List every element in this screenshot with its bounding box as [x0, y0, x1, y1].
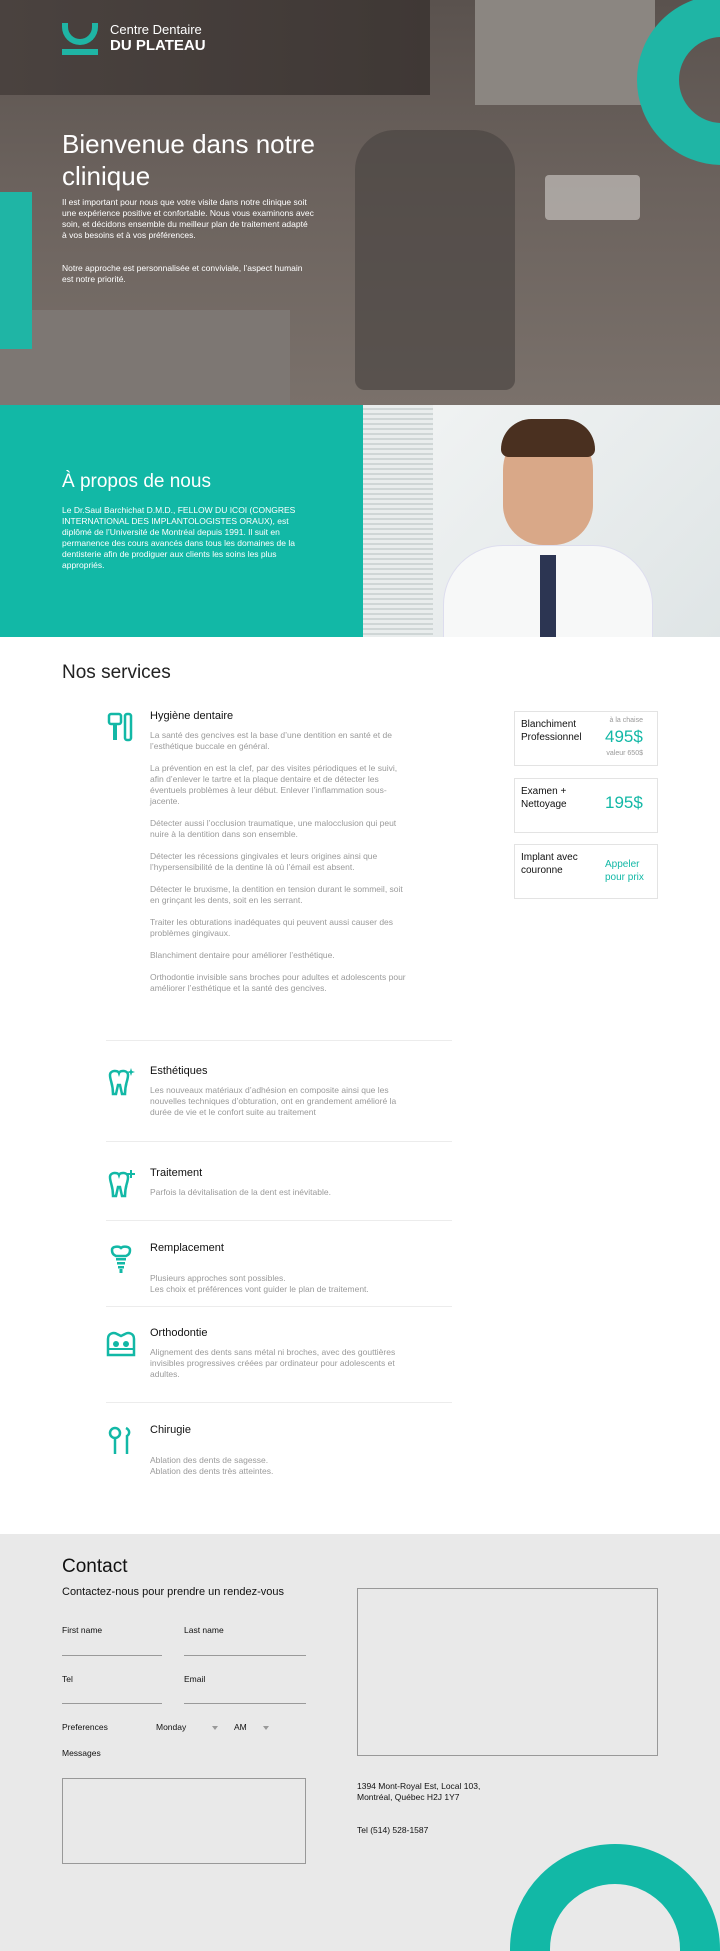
divider	[106, 1402, 452, 1403]
service-description: La santé des gencives est la base d’une dentition en santé et de l’esthétique buccale en général. La prévention en est la clef, par des visites périodiques et le suivi, afin d’enlever le tartre et la plaque dentaire et de détecter les éventuels problèmes à leur début. Enlever l’inflammation sous-jacente. Détecter aussi l’occlusion traumatique, une malocclusion qui peut nuire à la dentition dans son ensemble. Détecter les récessions gingivales et leurs origines ainsi que l’hypersensibilité de la dentine là où l’émail est absent. Détecter le bruxisme, la dentition en tension durant le sommeil, soit en grinçant les dents, soit en les serrant. Traiter les obturations inadéquates qui peuvent aussi causer des problèmes gingivaux. Blanchiment dentaire pour améliorer l’esthétique. Orthodontie invisible sans broches pour adultes et adolescents pour améliorer l’esthétique et la santé des gencives.	[150, 730, 406, 993]
contact-subtitle: Contactez-nous pour prendre un rendez-vous	[62, 1586, 284, 1598]
service-title: Remplacement	[150, 1242, 224, 1254]
price-name: Examen + Nettoyage	[521, 786, 567, 810]
about-title: À propos de nous	[62, 471, 211, 492]
divider	[106, 1220, 452, 1221]
service-title: Esthétiques	[150, 1065, 208, 1077]
service-description: Parfois la dévitalisation de la dent est inévitable.	[150, 1187, 331, 1197]
hero-section	[0, 0, 720, 405]
about-section	[0, 405, 720, 637]
service-title: Chirugie	[150, 1424, 191, 1436]
price-name: Implant avec couronne	[521, 852, 578, 876]
hero-photo-counter	[0, 310, 290, 405]
price-note: valeur 650$	[606, 750, 643, 757]
dentist-photo	[363, 405, 720, 637]
service-title: Traitement	[150, 1167, 203, 1179]
service-description: Les nouveaux matériaux d’adhésion en composite ainsi que les nouvelles techniques d’obturation, ont en grandement amélioré la durée de vie et le confort suite au traitement	[150, 1085, 397, 1117]
services-title: Nos services	[62, 662, 171, 683]
price-card-implant	[514, 844, 658, 899]
chevron-down-icon[interactable]	[212, 1726, 218, 1730]
implant-icon	[106, 1244, 136, 1274]
hero-photo-window	[475, 0, 655, 105]
hero-photo-dental-chair	[355, 130, 515, 390]
call-for-price-link[interactable]: Appeler pour prix	[605, 859, 644, 883]
toothbrush-icon	[106, 712, 136, 742]
dental-tools-icon	[106, 1426, 136, 1456]
divider	[106, 1040, 452, 1041]
service-description: Plusieurs approches sont possibles. Les choix et préférences vont guider le plan de traitement.	[150, 1273, 369, 1294]
last-name-label: Last name	[184, 1625, 224, 1635]
service-title: Hygiène dentaire	[150, 710, 234, 722]
email-field[interactable]	[184, 1703, 306, 1704]
contact-title: Contact	[62, 1556, 128, 1577]
logo-line1: Centre Dentaire	[110, 22, 202, 37]
price-amount: 495$	[605, 727, 643, 746]
price-card-examen	[514, 778, 658, 833]
logo-line2: DU PLATEAU	[110, 37, 206, 54]
service-description: Ablation des dents de sagesse. Ablation des dents très atteintes.	[150, 1455, 274, 1476]
about-text: Le Dr.Saul Barchichat D.M.D., FELLOW DU ICOI (CONGRES INTERNATIONAL DES IMPLANTOLOGISTES ORAUX), est diplômé de l’Université de Montréal depuis 1991. Il suit en permanence des cours avancés dans tous les domaines de la dentisterie afin de prodiguer aux clients les soins les plus appropriés.	[62, 505, 296, 570]
email-label: Email	[184, 1674, 206, 1684]
preferences-label: Preferences	[62, 1722, 108, 1732]
braces-icon	[106, 1329, 136, 1359]
price-card-blanchiment	[514, 711, 658, 766]
tel-label: Tel	[62, 1674, 73, 1684]
sparkle-tooth-icon	[106, 1067, 136, 1097]
price-prefix: à la chaise	[609, 717, 643, 724]
phone-number[interactable]: Tel (514) 528-1587	[357, 1825, 429, 1835]
logo-icon	[62, 23, 98, 55]
price-amount: 195$	[605, 793, 643, 812]
tooth-plus-icon	[106, 1169, 136, 1199]
contact-section	[0, 1534, 720, 1951]
last-name-field[interactable]	[184, 1655, 306, 1656]
service-description: Alignement des dents sans métal ni broches, avec des gouttières invisibles progressives créées par ordinateur pour adolescents et adultes.	[150, 1347, 396, 1379]
hero-title: Bienvenue dans notre clinique	[62, 129, 315, 191]
tel-field[interactable]	[62, 1703, 162, 1704]
service-title: Orthodontie	[150, 1327, 208, 1339]
hero-paragraph-1: Il est important pour nous que votre visite dans notre clinique soit une expérience positive et confortable. Nous vous examinons avec soin, et décidons ensemble du meilleur plan de traitement adapté à vos besoins et à vos préférences.	[62, 197, 314, 240]
logo[interactable]	[62, 22, 206, 55]
hero-photo-tray	[545, 175, 640, 220]
day-select[interactable]: Monday	[156, 1722, 187, 1732]
first-name-field[interactable]	[62, 1655, 162, 1656]
map[interactable]	[357, 1588, 658, 1756]
address: 1394 Mont-Royal Est, Local 103, Montréal, Québec H2J 1Y7	[357, 1781, 481, 1802]
messages-label: Messages	[62, 1748, 101, 1758]
first-name-label: First name	[62, 1625, 103, 1635]
hero-paragraph-2: Notre approche est personnalisée et conviviale, l’aspect humain est notre priorité.	[62, 263, 303, 284]
messages-textarea[interactable]	[62, 1778, 306, 1864]
divider	[106, 1141, 452, 1142]
chevron-down-icon[interactable]	[263, 1726, 269, 1730]
decorative-ring	[510, 1844, 720, 1951]
price-name: Blanchiment Professionnel	[521, 719, 582, 743]
time-select[interactable]: AM	[234, 1722, 247, 1732]
decorative-bar	[0, 192, 32, 349]
divider	[106, 1306, 452, 1307]
